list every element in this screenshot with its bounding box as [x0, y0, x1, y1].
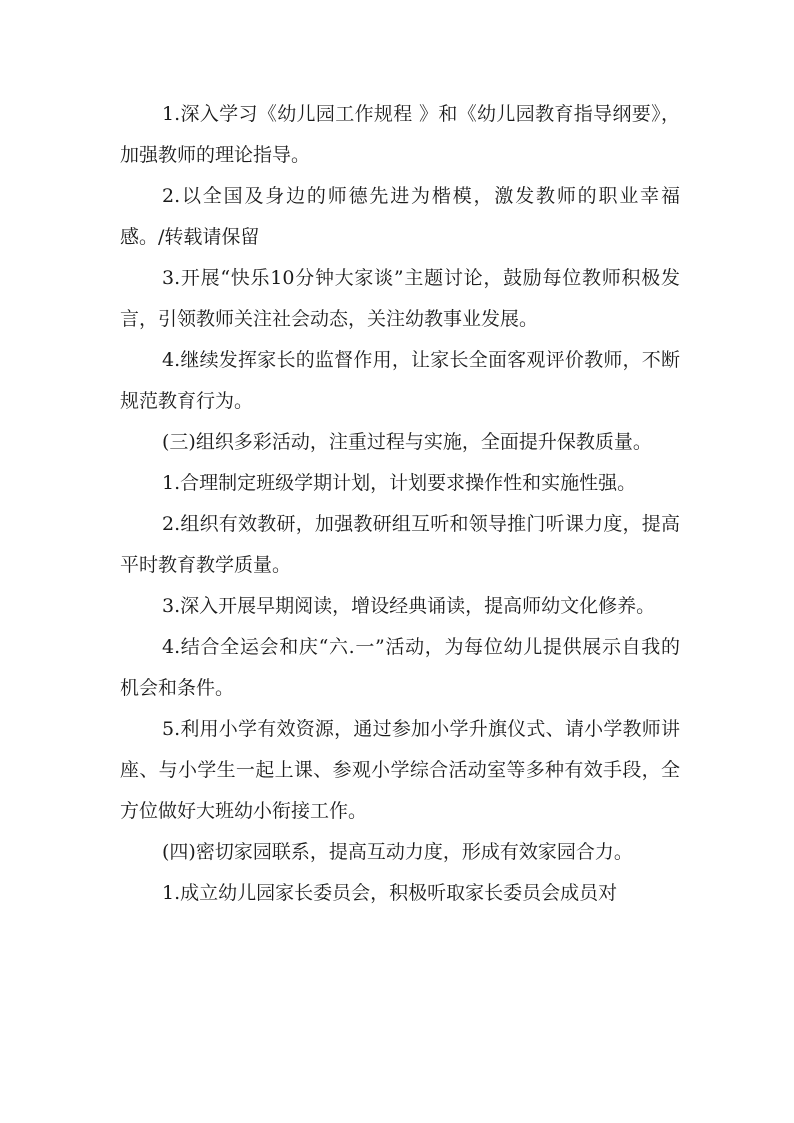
paragraph-6: 1.合理制定班级学期计划，计划要求操作性和实施性强。: [162, 472, 637, 494]
paragraph-12: 1.成立幼儿园家长委员会，积极听取家长委员会成员对: [162, 882, 618, 904]
paragraph-9: 4.结合全运会和庆“六.一”活动，为每位幼儿提供展示自我的机会和条件。: [120, 636, 680, 699]
section-heading-3: (三)组织多彩活动，注重过程与实施，全面提升保教质量。: [162, 431, 652, 453]
section-heading-4: (四)密切家园联系，提高互动力度，形成有效家园合力。: [162, 841, 633, 863]
paragraph-8: 3.深入开展早期阅读，增设经典诵读，提高师幼文化修养。: [162, 595, 656, 617]
paragraph-4: 4.继续发挥家长的监督作用，让家长全面客观评价教师，不断规范教育行为。: [120, 349, 680, 412]
paragraph-10: 5.利用小学有效资源，通过参加小学升旗仪式、请小学教师讲座、与小学生一起上课、参观小学综合活动室等多种有效手段，全方位做好大班幼小衔接工作。: [120, 718, 680, 822]
paragraph-1: 1.深入学习《幼儿园工作规程 》和《幼儿园教育指导纲要》，加强教师的理论指导。: [120, 103, 680, 166]
document-body: [120, 94, 680, 914]
paragraph-3: 3.开展“快乐10分钟大家谈”主题讨论，鼓励每位教师积极发言，引领教师关注社会动态，关注幼教事业发展。: [120, 267, 680, 330]
paragraph-7: 2.组织有效教研，加强教研组互听和领导推门听课力度，提高平时教育教学质量。: [120, 513, 680, 576]
paragraph-2: 2.以全国及身边的师德先进为楷模，激发教师的职业幸福感。/转载请保留: [120, 185, 680, 248]
